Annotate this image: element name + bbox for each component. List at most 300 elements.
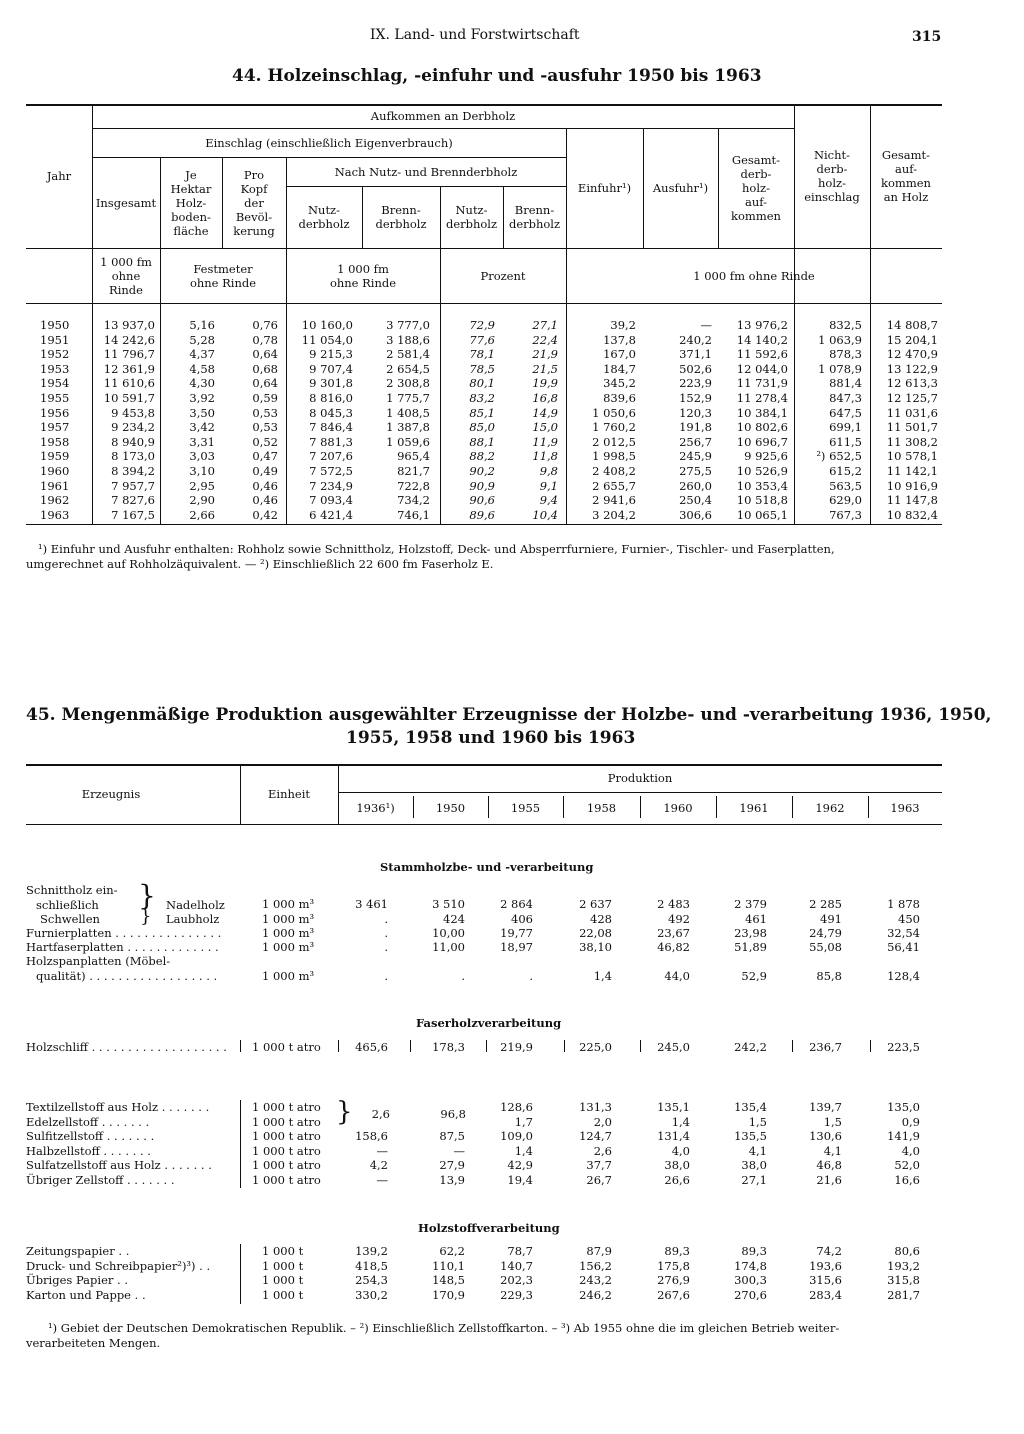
table-cell: 722,8 (397, 478, 430, 493)
value-cell: 10,00 (432, 926, 465, 940)
value-cell: 1,5 (823, 1114, 842, 1129)
table-cell: 8 045,3 (309, 405, 353, 420)
table-cell: 832,5 (829, 318, 862, 332)
unit-cell: 1 000 m³ (262, 940, 315, 954)
table-cell: 14 242,6 (103, 332, 155, 347)
value-cell: 124,7 (579, 1129, 612, 1144)
value-cell: 267,6 (657, 1287, 690, 1302)
label-furnierplatten: Furnierplatten . . . . . . . . . . . . . . . (26, 926, 222, 940)
table-cell: 137,8 (603, 332, 636, 347)
hdr-ausfuhr: Ausfuhr¹) (652, 181, 709, 195)
row-label: Sulfitzellstoff . . . . . . . (26, 1129, 155, 1144)
row-year: 1953 (40, 361, 70, 376)
table-cell: 3 204,2 (592, 507, 636, 522)
value-cell: 219,9 (500, 1040, 533, 1054)
table-cell: 15 204,1 (886, 332, 938, 347)
hdr-jahr: Jahr (46, 169, 72, 183)
merged-1950-value: 96,8 (440, 1107, 466, 1121)
value-cell: 428 (590, 912, 612, 926)
leader-dots: . . (113, 1273, 128, 1288)
row-year: 1963 (40, 507, 70, 522)
year-header: 1950 (435, 801, 466, 815)
value-cell: 38,10 (579, 940, 612, 954)
value-cell: 270,6 (734, 1287, 767, 1302)
value-cell: 131,4 (657, 1129, 690, 1144)
value-cell: 89,3 (664, 1244, 690, 1258)
value-cell: . (384, 912, 388, 926)
row-year: 1961 (40, 478, 70, 493)
value-cell: 52,0 (894, 1158, 920, 1173)
table-cell: 2 655,7 (592, 478, 636, 493)
leader-dots: . . (131, 1287, 146, 1302)
value-cell: 223,5 (887, 1040, 920, 1054)
hdr-nutzderbholz-1: Nutz- derbholz (298, 203, 350, 231)
table-cell: 0,78 (252, 332, 278, 347)
table-45-footnote-2: verarbeiteten Mengen. (26, 1336, 161, 1350)
row-year: 1958 (40, 434, 70, 449)
value-cell: 89,3 (741, 1244, 767, 1258)
table-cell: 11 142,1 (886, 464, 938, 478)
table-cell: 85,1 (469, 405, 495, 420)
value-cell: . (461, 969, 465, 983)
value-cell: 13,9 (439, 1173, 465, 1187)
value-cell: 46,82 (657, 940, 690, 954)
year-header: 1960 (663, 801, 693, 815)
hdr-brennderbholz-2: Brenn- derbholz (508, 203, 561, 231)
table-cell: 13 122,9 (886, 361, 938, 376)
table-cell: 120,3 (679, 405, 712, 420)
table-cell: 72,9 (469, 318, 495, 332)
brace-icon: } (140, 906, 152, 927)
value-cell: 2 379 (734, 897, 767, 911)
table-cell: 502,6 (679, 361, 712, 376)
label-hartfaserplatten: Hartfaserplatten . . . . . . . . . . . . . (26, 940, 219, 954)
hdr-nichtderbholz: Nicht- derb- holz- einschlag (804, 148, 860, 204)
value-cell: 110,1 (432, 1258, 465, 1273)
value-cell: 236,7 (809, 1040, 842, 1054)
table-cell: 746,1 (397, 507, 430, 522)
table-cell: 14,9 (532, 405, 558, 420)
table-cell: 881,4 (829, 376, 862, 391)
value-cell: 175,8 (657, 1258, 690, 1273)
table-cell: 11 054,0 (301, 332, 353, 347)
unit-cell: 1 000 t atro (252, 1129, 321, 1144)
table-cell: 2 408,2 (592, 464, 636, 478)
table-cell: 7 234,9 (309, 478, 353, 493)
table-cell: 9 301,8 (309, 376, 353, 391)
table-cell: 1 760,2 (592, 420, 636, 435)
table-cell: 11 796,7 (103, 347, 155, 362)
table-cell: 22,4 (532, 332, 558, 347)
value-cell: 21,6 (816, 1173, 842, 1187)
table-cell: 250,4 (679, 493, 712, 508)
table-cell: 878,3 (829, 347, 862, 362)
table-cell: 1 775,7 (386, 391, 430, 405)
value-cell: 3 510 (432, 897, 465, 911)
table-cell: 0,47 (252, 449, 278, 464)
table-cell: 1 078,9 (818, 361, 862, 376)
table-44-footnote-2: umgerechnet auf Rohholzäquivalent. — ²) Einschließlich 22 600 fm Faserholz E. (26, 557, 494, 571)
value-cell: 4,1 (823, 1143, 842, 1158)
value-cell: 22,08 (579, 926, 612, 940)
table-cell: 11 501,7 (886, 420, 938, 435)
value-cell: 23,67 (657, 926, 690, 940)
value-cell: 26,6 (664, 1173, 690, 1187)
leader-dots: . . . . . . . . . . . . . . . . . . . (87, 1040, 227, 1054)
value-cell: 2 483 (657, 897, 690, 911)
table-cell: 5,16 (189, 318, 215, 332)
table-cell: 8 394,2 (111, 464, 155, 478)
page-number: 315 (912, 29, 942, 45)
label-laubholz: Laubholz (166, 912, 220, 926)
value-cell: 193,6 (809, 1258, 842, 1273)
value-cell: 465,6 (355, 1040, 388, 1054)
table-cell: 9 453,8 (111, 405, 155, 420)
label-holzspanplatten-1: Holzspanplatten (Möbel- (26, 954, 171, 968)
table-cell: 10 160,0 (301, 318, 353, 332)
table-cell: 240,2 (679, 332, 712, 347)
brace-icon: } (336, 1097, 353, 1127)
table-cell: 14 140,2 (736, 332, 788, 347)
table-cell: 90,9 (469, 478, 495, 493)
table-cell: 90,6 (469, 493, 495, 508)
hdr-erzeugnis: Erzeugnis (81, 787, 141, 801)
value-cell: — (376, 1173, 388, 1187)
leader-dots: . . . . . . . (103, 1129, 155, 1144)
row-year: 1950 (40, 318, 70, 332)
table-cell: 12 470,9 (886, 347, 938, 362)
table-cell: 83,2 (469, 391, 495, 405)
table-cell: 19,9 (532, 376, 558, 391)
table-cell: 1 059,6 (386, 434, 430, 449)
table-cell: 9,8 (539, 464, 558, 478)
row-year: 1951 (40, 332, 70, 347)
value-cell: . (384, 940, 388, 954)
leader-dots: . . (195, 1258, 211, 1273)
value-cell: 148,5 (432, 1273, 465, 1288)
value-cell: 18,97 (500, 940, 533, 954)
value-cell: 80,6 (894, 1244, 920, 1258)
table-cell: 821,7 (397, 464, 430, 478)
value-cell: — (453, 1143, 465, 1158)
table-cell: 0,52 (252, 434, 278, 449)
unit-cell: 1 000 t (262, 1244, 304, 1258)
value-cell: . (384, 969, 388, 983)
table-cell: 0,46 (252, 478, 278, 493)
leader-dots: . . (114, 1244, 130, 1258)
unit-cell: 1 000 t atro (252, 1040, 321, 1054)
value-cell: 3 461 (355, 897, 388, 911)
value-cell: 174,8 (734, 1258, 767, 1273)
table-cell: 1 408,5 (386, 405, 430, 420)
table-cell: 3,50 (189, 405, 215, 420)
value-cell: 276,9 (657, 1273, 690, 1288)
value-cell: 193,2 (887, 1258, 920, 1273)
table-cell: 5,28 (189, 332, 215, 347)
table-cell: 1 387,8 (386, 420, 430, 435)
table-cell: 345,2 (603, 376, 636, 391)
table-cell: 9 707,4 (309, 361, 353, 376)
value-cell: 19,77 (500, 926, 533, 940)
hdr-einfuhr: Einfuhr¹) (577, 181, 632, 195)
table-cell: 85,0 (469, 420, 495, 435)
table-cell: 371,1 (679, 347, 712, 362)
unit-cell: 1 000 t atro (252, 1114, 321, 1129)
hdr-aufkommen: Aufkommen an Derbholz (370, 109, 516, 123)
value-cell: 4,1 (748, 1143, 767, 1158)
unit-cell: 1 000 t (262, 1287, 304, 1302)
value-cell: 11,00 (432, 940, 465, 954)
value-cell: 135,0 (887, 1100, 920, 1114)
row-year: 1957 (40, 420, 70, 435)
table-cell: — (700, 318, 712, 332)
table-cell: 965,4 (397, 449, 430, 464)
table-cell: 184,7 (603, 361, 636, 376)
table-cell: 2 654,5 (386, 361, 430, 376)
value-cell: 246,2 (579, 1287, 612, 1302)
value-cell: 2,0 (593, 1114, 612, 1129)
value-cell: 23,98 (734, 926, 767, 940)
table-45-title-line-1: 45. Mengenmäßige Produktion ausgewählter Erzeugnisse der Holzbe- und -verarbeitung 1936, 1950, (26, 705, 992, 725)
value-cell: 74,2 (816, 1244, 842, 1258)
unit-cell: 1 000 m³ (262, 897, 315, 911)
table-cell: 11 592,6 (736, 347, 788, 362)
chapter-header: IX. Land- und Forstwirtschaft (370, 27, 580, 43)
value-cell: 56,41 (887, 940, 920, 954)
value-cell: 87,5 (439, 1129, 465, 1144)
section-faserholz: Faserholzverarbeitung (416, 1016, 562, 1030)
table-cell: 10 802,6 (736, 420, 788, 435)
table-cell: 10 353,4 (736, 478, 788, 493)
table-cell: 10 591,7 (103, 391, 155, 405)
merged-1936-value: 2,6 (371, 1107, 390, 1121)
table-cell: 2,90 (189, 493, 215, 508)
table-cell: 2 308,8 (386, 376, 430, 391)
table-cell: 11,8 (532, 449, 558, 464)
value-cell: 32,54 (887, 926, 920, 940)
value-cell: 315,6 (809, 1273, 842, 1288)
year-header: 1958 (586, 801, 617, 815)
value-cell: 330,2 (355, 1287, 388, 1302)
table-cell: 260,0 (679, 478, 712, 493)
brace-icon: } (138, 879, 156, 912)
table-cell: 7 846,4 (309, 420, 353, 435)
value-cell: 24,79 (809, 926, 842, 940)
table-cell: 0,46 (252, 493, 278, 508)
value-cell: 128,4 (887, 969, 920, 983)
table-cell: 7 957,7 (111, 478, 155, 493)
table-cell: 306,6 (679, 507, 712, 522)
value-cell: 254,3 (355, 1273, 388, 1288)
row-label: Holzschliff . . . . . . . . . . . . . . . . . . . (26, 1040, 227, 1054)
table-cell: 3,92 (189, 391, 215, 405)
value-cell: 139,2 (355, 1244, 388, 1258)
value-cell: 2 285 (809, 897, 842, 911)
value-cell: 85,8 (816, 969, 842, 983)
row-label: Textilzellstoff aus Holz . . . . . . . (26, 1100, 210, 1114)
value-cell: 141,9 (887, 1129, 920, 1144)
section-holzstoff: Holzstoffverarbeitung (418, 1221, 560, 1235)
table-cell: 1 998,5 (592, 449, 636, 464)
year-header: 1961 (739, 801, 769, 815)
table-cell: 2 941,6 (592, 493, 636, 508)
unit-festmeter: Festmeter ohne Rinde (189, 261, 257, 290)
unit-cell: 1 000 m³ (262, 912, 315, 926)
table-cell: 563,5 (829, 478, 862, 493)
table-cell: 11 731,9 (736, 376, 788, 391)
table-cell: 6 421,4 (309, 507, 353, 522)
value-cell: 135,5 (734, 1129, 767, 1144)
table-cell: 0,53 (252, 420, 278, 435)
value-cell: 46,8 (816, 1158, 842, 1173)
table-cell: 78,1 (469, 347, 495, 362)
table-cell: 4,30 (189, 376, 215, 391)
table-45-title-line-2: 1955, 1958 und 1960 bis 1963 (346, 728, 636, 748)
value-cell: 109,0 (500, 1129, 533, 1144)
value-cell: 52,9 (741, 969, 767, 983)
table-44-title: 44. Holzeinschlag, -einfuhr und -ausfuhr 1950 bis 1963 (232, 66, 762, 86)
table-cell: 77,6 (469, 332, 495, 347)
label-schnittholz-3: Schwellen (40, 912, 100, 926)
table-cell: 12 125,7 (886, 391, 938, 405)
table-cell: 0,64 (252, 347, 278, 362)
label-nadelholz: Nadelholz (166, 898, 225, 912)
unit-prozent: Prozent (480, 268, 526, 283)
table-cell: 90,2 (469, 464, 495, 478)
row-label: Sulfatzellstoff aus Holz . . . . . . . (26, 1158, 212, 1173)
value-cell: 19,4 (507, 1173, 533, 1187)
table-cell: 191,8 (679, 420, 712, 435)
value-cell: 225,0 (579, 1040, 612, 1054)
value-cell: 1,4 (514, 1143, 533, 1158)
value-cell: 1,4 (593, 969, 612, 983)
value-cell: 135,1 (657, 1100, 690, 1114)
table-cell: 3 188,6 (386, 332, 430, 347)
table-cell: 11 031,6 (886, 405, 938, 420)
table-cell: ²) 652,5 (816, 449, 862, 464)
table-cell: 3,42 (189, 420, 215, 435)
table-cell: 15,0 (532, 420, 558, 435)
value-cell: 243,2 (579, 1273, 612, 1288)
row-year: 1952 (40, 347, 70, 362)
table-cell: 8 173,0 (111, 449, 155, 464)
value-cell: 300,3 (734, 1273, 767, 1288)
table-cell: 78,5 (469, 361, 495, 376)
table-cell: 9 215,3 (309, 347, 353, 362)
table-cell: 3 777,0 (386, 318, 430, 332)
value-cell: 245,0 (657, 1040, 690, 1054)
table-cell: 10 916,9 (886, 478, 938, 493)
table-cell: 11,9 (532, 434, 558, 449)
table-cell: 89,6 (469, 507, 495, 522)
row-year: 1956 (40, 405, 70, 420)
table-cell: 10 384,1 (736, 405, 788, 420)
table-cell: 80,1 (469, 376, 495, 391)
value-cell: 1,5 (748, 1114, 767, 1129)
value-cell: 283,4 (809, 1287, 842, 1302)
table-cell: 7 881,3 (309, 434, 353, 449)
table-cell: 7 093,4 (309, 493, 353, 508)
label-schnittholz-1: Schnittholz ein- (26, 883, 118, 897)
unit-cell: 1 000 t (262, 1273, 304, 1288)
row-year: 1962 (40, 493, 70, 508)
table-cell: 699,1 (829, 420, 862, 435)
table-cell: 7 827,6 (111, 493, 155, 508)
value-cell: 16,6 (894, 1173, 920, 1187)
value-cell: 42,9 (507, 1158, 533, 1173)
value-cell: . (384, 926, 388, 940)
value-cell: 491 (820, 912, 842, 926)
table-cell: 734,2 (397, 493, 430, 508)
value-cell: 55,08 (809, 940, 842, 954)
value-cell: 242,2 (734, 1040, 767, 1054)
table-cell: 3,10 (189, 464, 215, 478)
value-cell: 27,1 (741, 1173, 767, 1187)
unit-cell: 1 000 t (262, 1258, 304, 1273)
hdr-gesamtaufkommen: Gesamt- auf- kommen an Holz (881, 148, 931, 204)
table-cell: 9 234,2 (111, 420, 155, 435)
table-cell: 2,95 (189, 478, 215, 493)
table-cell: 7 207,6 (309, 449, 353, 464)
value-cell: 406 (511, 912, 533, 926)
table-cell: 256,7 (679, 434, 712, 449)
table-cell: 10 696,7 (736, 434, 788, 449)
leader-dots: . . . . . . . (160, 1158, 212, 1173)
row-label: Karton und Pappe . . (26, 1287, 146, 1302)
table-cell: 0,53 (252, 405, 278, 420)
year-header: 1962 (815, 801, 845, 815)
table-cell: 245,9 (679, 449, 712, 464)
value-cell: . (529, 969, 533, 983)
table-cell: 615,2 (829, 464, 862, 478)
value-cell: 2 864 (500, 897, 533, 911)
table-cell: 0,42 (252, 507, 278, 522)
table-cell: 0,76 (252, 318, 278, 332)
table-cell: 10,4 (532, 507, 558, 522)
table-cell: 152,9 (679, 391, 712, 405)
table-cell: 7 167,5 (111, 507, 155, 522)
table-cell: 3,31 (189, 434, 215, 449)
hdr-einheit: Einheit (268, 787, 310, 801)
table-cell: 10 526,9 (736, 464, 788, 478)
value-cell: 38,0 (741, 1158, 767, 1173)
table-cell: 2 012,5 (592, 434, 636, 449)
table-cell: 12 361,9 (103, 361, 155, 376)
year-header: 1936¹) (356, 801, 395, 815)
value-cell: 1 878 (887, 897, 920, 911)
value-cell: 2 637 (579, 897, 612, 911)
value-cell: 229,3 (500, 1287, 533, 1302)
value-cell: 315,8 (887, 1273, 920, 1288)
leader-dots: . . . . . . . (98, 1114, 150, 1129)
table-cell: 39,2 (610, 318, 636, 332)
table-cell: 0,49 (252, 464, 278, 478)
table-cell: 0,59 (252, 391, 278, 405)
row-label: Übriges Papier . . (26, 1273, 128, 1288)
table-cell: 629,0 (829, 493, 862, 508)
value-cell: 424 (443, 912, 465, 926)
section-stammholz: Stammholzbe- und -verarbeitung (380, 860, 594, 874)
table-cell: 275,5 (679, 464, 712, 478)
unit-cell: 1 000 t atro (252, 1158, 321, 1173)
value-cell: 170,9 (432, 1287, 465, 1302)
table-cell: 21,5 (532, 361, 558, 376)
table-cell: 4,37 (189, 347, 215, 362)
row-year: 1959 (40, 449, 70, 464)
table-cell: 0,64 (252, 376, 278, 391)
table-cell: 0,68 (252, 361, 278, 376)
year-header: 1963 (890, 801, 920, 815)
